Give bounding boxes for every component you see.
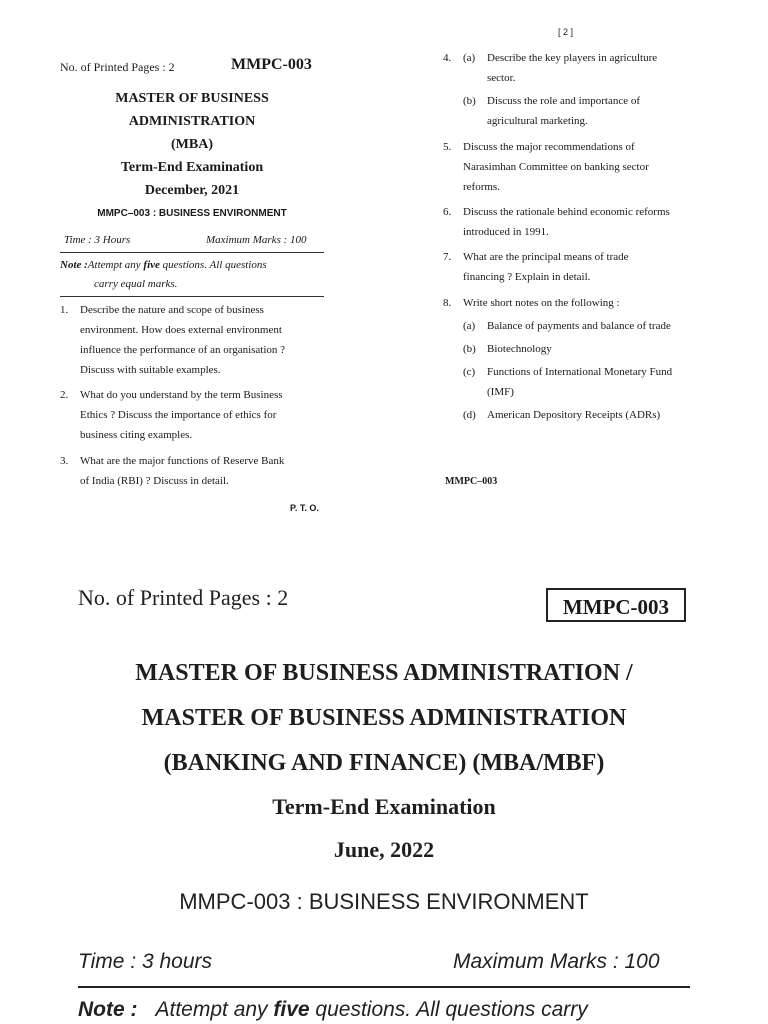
programme-title-line-3: (BANKING AND FINANCE) (MBA/MBF) — [163, 750, 605, 776]
question-line: Functions of International Monetary Fund — [487, 366, 673, 378]
exam-title: Term-End Examination — [120, 160, 264, 175]
exam-session: June, 2022 — [333, 837, 435, 862]
question-line: Biotechnology — [487, 343, 552, 355]
question-1 — [60, 300, 324, 380]
question-line: sector. — [487, 72, 516, 84]
note-text-pre: Attempt any — [155, 998, 274, 1021]
question-8 — [443, 293, 709, 313]
question-line: introduced in 1991. — [463, 226, 549, 238]
question-line: What do you understand by the term Business — [80, 389, 283, 401]
question-line: reforms. — [463, 181, 500, 193]
question-line: financing ? Explain in detail. — [463, 271, 591, 283]
question-7 — [443, 247, 709, 287]
note-text-post: questions. All questions carry — [309, 998, 588, 1021]
divider — [60, 252, 324, 253]
question-line: Discuss the major recommendations of — [463, 141, 635, 153]
question-line: Narasimhan Committee on banking sector — [463, 161, 649, 173]
note-label: Note : — [60, 259, 88, 271]
programme-title-line-2: MASTER OF BUSINESS ADMINISTRATION — [141, 705, 627, 731]
question-number: 6. — [443, 206, 452, 218]
question-line: Describe the nature and scope of business — [80, 304, 264, 316]
sub-question-label: (a) — [463, 320, 476, 332]
sub-question-label: (c) — [463, 366, 476, 378]
exam-session: December, 2021 — [144, 183, 240, 198]
printed-pages-label: No. of Printed Pages : 2 — [78, 585, 289, 610]
question-line: Write short notes on the following : — [463, 297, 620, 309]
note-line-2: carry equal marks. — [94, 278, 178, 290]
question-line: agricultural marketing. — [487, 115, 588, 127]
question-6 — [443, 202, 709, 242]
question-line: Describe the key players in agriculture — [487, 52, 658, 64]
question-line: (IMF) — [487, 386, 514, 398]
programme-title-line-2: ADMINISTRATION — [128, 114, 256, 129]
divider — [78, 986, 690, 988]
question-line: What are the principal means of trade — [463, 251, 629, 263]
question-8a — [443, 316, 709, 336]
question-number: 7. — [443, 251, 452, 263]
question-line: Discuss with suitable examples. — [80, 364, 221, 376]
instructions-note — [60, 256, 324, 294]
question-4 — [443, 48, 709, 88]
question-number: 8. — [443, 297, 452, 309]
question-line: American Depository Receipts (ADRs) — [487, 409, 661, 421]
pto-label: P. T. O. — [290, 503, 319, 513]
question-number: 2. — [60, 389, 69, 401]
question-8c — [443, 362, 709, 402]
note-emphasis: five — [143, 259, 160, 271]
printed-pages-label: No. of Printed Pages : 2 — [60, 60, 175, 74]
question-3 — [60, 451, 324, 491]
question-line: What are the major functions of Reserve Bank — [80, 455, 285, 467]
note-label: Note : — [78, 998, 138, 1021]
instructions-note — [78, 998, 588, 1022]
subject-title: MMPC–003 : BUSINESS ENVIRONMENT — [97, 208, 287, 219]
question-line: Discuss the rationale behind economic reforms — [463, 206, 670, 218]
course-code-box: MMPC-003 — [546, 588, 686, 622]
divider — [60, 296, 324, 297]
sub-question-label: (d) — [463, 409, 476, 421]
note-emphasis: five — [273, 998, 310, 1021]
question-8d — [443, 405, 709, 425]
course-code: MMPC-003 — [231, 56, 312, 73]
question-line: business citing examples. — [80, 429, 193, 441]
subject-title: MMPC-003 : BUSINESS ENVIRONMENT — [179, 889, 589, 914]
programme-abbreviation: (MBA) — [171, 137, 213, 152]
exam-title: Term-End Examination — [272, 794, 496, 819]
question-line: Discuss the role and importance of — [487, 95, 641, 107]
question-2 — [60, 385, 324, 445]
page-number: [ 2 ] — [558, 27, 574, 37]
footer-course-code: MMPC–003 — [445, 476, 498, 487]
programme-title-line-1: MASTER OF BUSINESS — [115, 91, 269, 106]
question-8b — [443, 339, 709, 359]
question-line: of India (RBI) ? Discuss in detail. — [80, 475, 229, 487]
maximum-marks: Maximum Marks : 100 — [453, 950, 660, 973]
question-number: 1. — [60, 304, 69, 316]
question-line: influence the performance of an organisation ? — [80, 344, 286, 356]
note-text-pre: Attempt any — [87, 259, 144, 271]
question-5 — [443, 137, 709, 197]
question-number: 5. — [443, 141, 452, 153]
question-line: environment. How does external environment — [80, 324, 282, 336]
note-text-post: questions. All questions — [159, 259, 267, 271]
time-allowed: Time : 3 hours — [78, 950, 213, 973]
question-number: 3. — [60, 455, 69, 467]
question-number: 4. — [443, 52, 452, 64]
time-allowed: Time : 3 Hours — [64, 234, 131, 246]
question-4b — [443, 91, 709, 131]
question-line: Ethics ? Discuss the importance of ethics for — [80, 409, 277, 421]
sub-question-label: (b) — [463, 95, 476, 107]
programme-title-line-1: MASTER OF BUSINESS ADMINISTRATION / — [135, 660, 633, 686]
question-line: Balance of payments and balance of trade — [487, 320, 671, 332]
sub-question-label: (b) — [463, 343, 476, 355]
sub-question-label: (a) — [463, 52, 476, 64]
maximum-marks: Maximum Marks : 100 — [206, 234, 307, 246]
